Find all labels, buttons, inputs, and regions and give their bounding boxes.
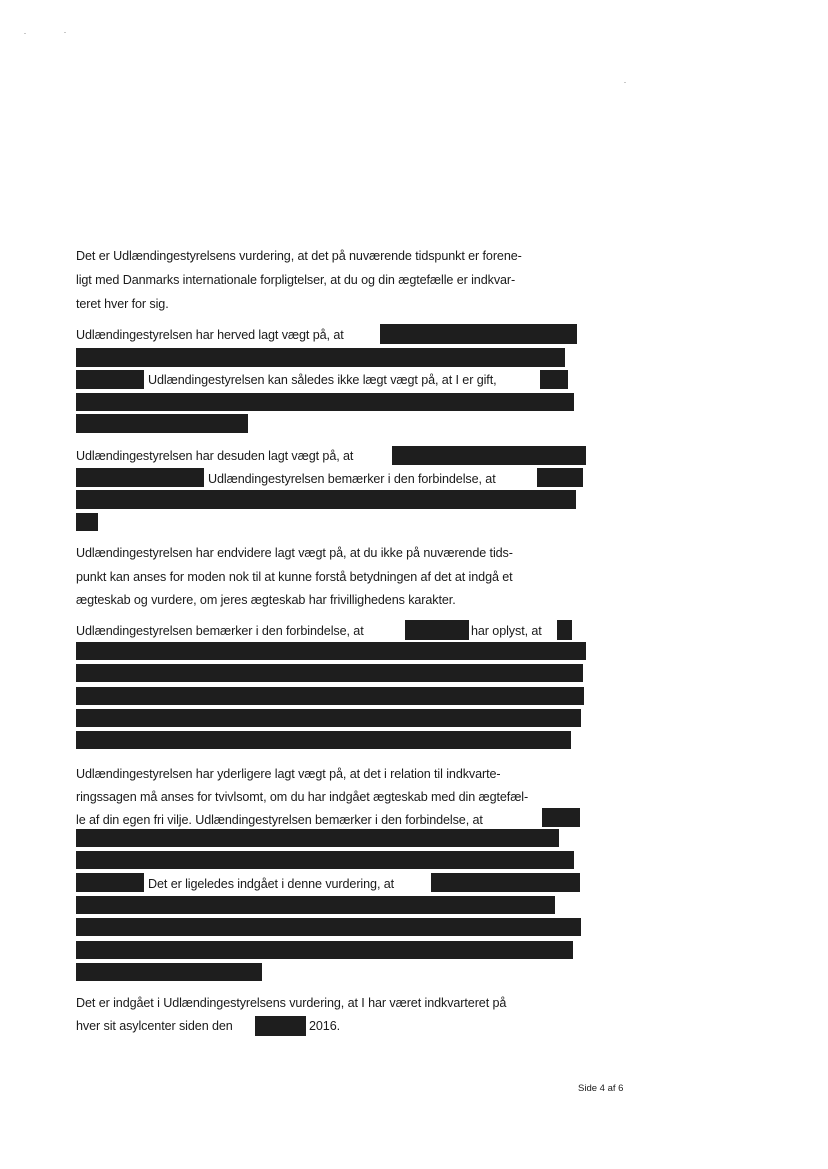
redaction-box xyxy=(557,620,572,640)
p2-line-1: Udlændingestyrelsen har herved lagt vægt på, at xyxy=(76,328,344,342)
redaction-box xyxy=(405,620,469,640)
p1-line-3: teret hver for sig. xyxy=(76,297,169,311)
redaction-box xyxy=(255,1016,306,1036)
p3-line-2: Udlændingestyrelsen bemærker i den forbindelse, at xyxy=(208,472,496,486)
redaction-box xyxy=(76,963,262,981)
page-number: Side 4 af 6 xyxy=(578,1083,624,1094)
p7-line-2a: hver sit asylcenter siden den xyxy=(76,1019,233,1033)
redaction-box xyxy=(76,941,573,959)
p3-line-1: Udlændingestyrelsen har desuden lagt vægt på, at xyxy=(76,449,354,463)
redaction-box xyxy=(76,468,204,487)
redaction-box xyxy=(76,348,565,367)
redaction-box xyxy=(76,393,574,411)
redaction-box xyxy=(76,687,584,705)
redaction-box xyxy=(76,896,555,914)
p7-line-2b: 2016. xyxy=(309,1019,341,1033)
redaction-box xyxy=(431,873,580,892)
redaction-box xyxy=(392,446,586,465)
p5-line-1a: Udlændingestyrelsen bemærker i den forbindelse, at xyxy=(76,624,364,638)
redaction-box xyxy=(540,370,568,389)
redaction-box xyxy=(76,490,576,509)
redaction-box xyxy=(76,642,586,660)
p6-line-6: Det er ligeledes indgået i denne vurdering, at xyxy=(148,877,395,891)
p1-line-2: ligt med Danmarks internationale forpligtelser, at du og din ægtefælle er indkvar- xyxy=(76,273,516,287)
redaction-box xyxy=(76,664,583,682)
redaction-box xyxy=(76,918,581,936)
redaction-box xyxy=(380,324,577,344)
redaction-box xyxy=(76,370,144,389)
p6-line-3: le af din egen fri vilje. Udlændingestyrelsen bemærker i den forbindelse, at xyxy=(76,813,483,827)
p4-line-1: Udlændingestyrelsen har endvidere lagt vægt på, at du ikke på nuværende tids- xyxy=(76,546,513,560)
p4-line-3: ægteskab og vurdere, om jeres ægteskab har frivillighedens karakter. xyxy=(76,593,456,607)
p6-line-2: ringssagen må anses for tvivlsomt, om du har indgået ægteskab med din ægtefæl- xyxy=(76,790,529,804)
redaction-box xyxy=(76,414,248,433)
redaction-box xyxy=(542,808,580,827)
redaction-box xyxy=(76,731,571,749)
p7-line-1: Det er indgået i Udlændingestyrelsens vurdering, at I har været indkvarteret på xyxy=(76,996,507,1010)
p5-line-1b: har oplyst, at xyxy=(471,624,542,638)
redaction-box xyxy=(76,873,144,892)
p1-line-1: Det er Udlændingestyrelsens vurdering, at det på nuværende tidspunkt er forene- xyxy=(76,249,522,263)
p2-line-3: Udlændingestyrelsen kan således ikke lægt vægt på, at I er gift, xyxy=(148,373,497,387)
p6-line-1: Udlændingestyrelsen har yderligere lagt vægt på, at det i relation til indkvarte- xyxy=(76,767,501,781)
redaction-box xyxy=(76,829,559,847)
redaction-box xyxy=(76,851,574,869)
p4-line-2: punkt kan anses for moden nok til at kunne forstå betydningen af det at indgå et xyxy=(76,570,513,584)
redaction-box xyxy=(76,513,98,531)
redaction-box xyxy=(76,709,581,727)
redaction-box xyxy=(537,468,583,487)
